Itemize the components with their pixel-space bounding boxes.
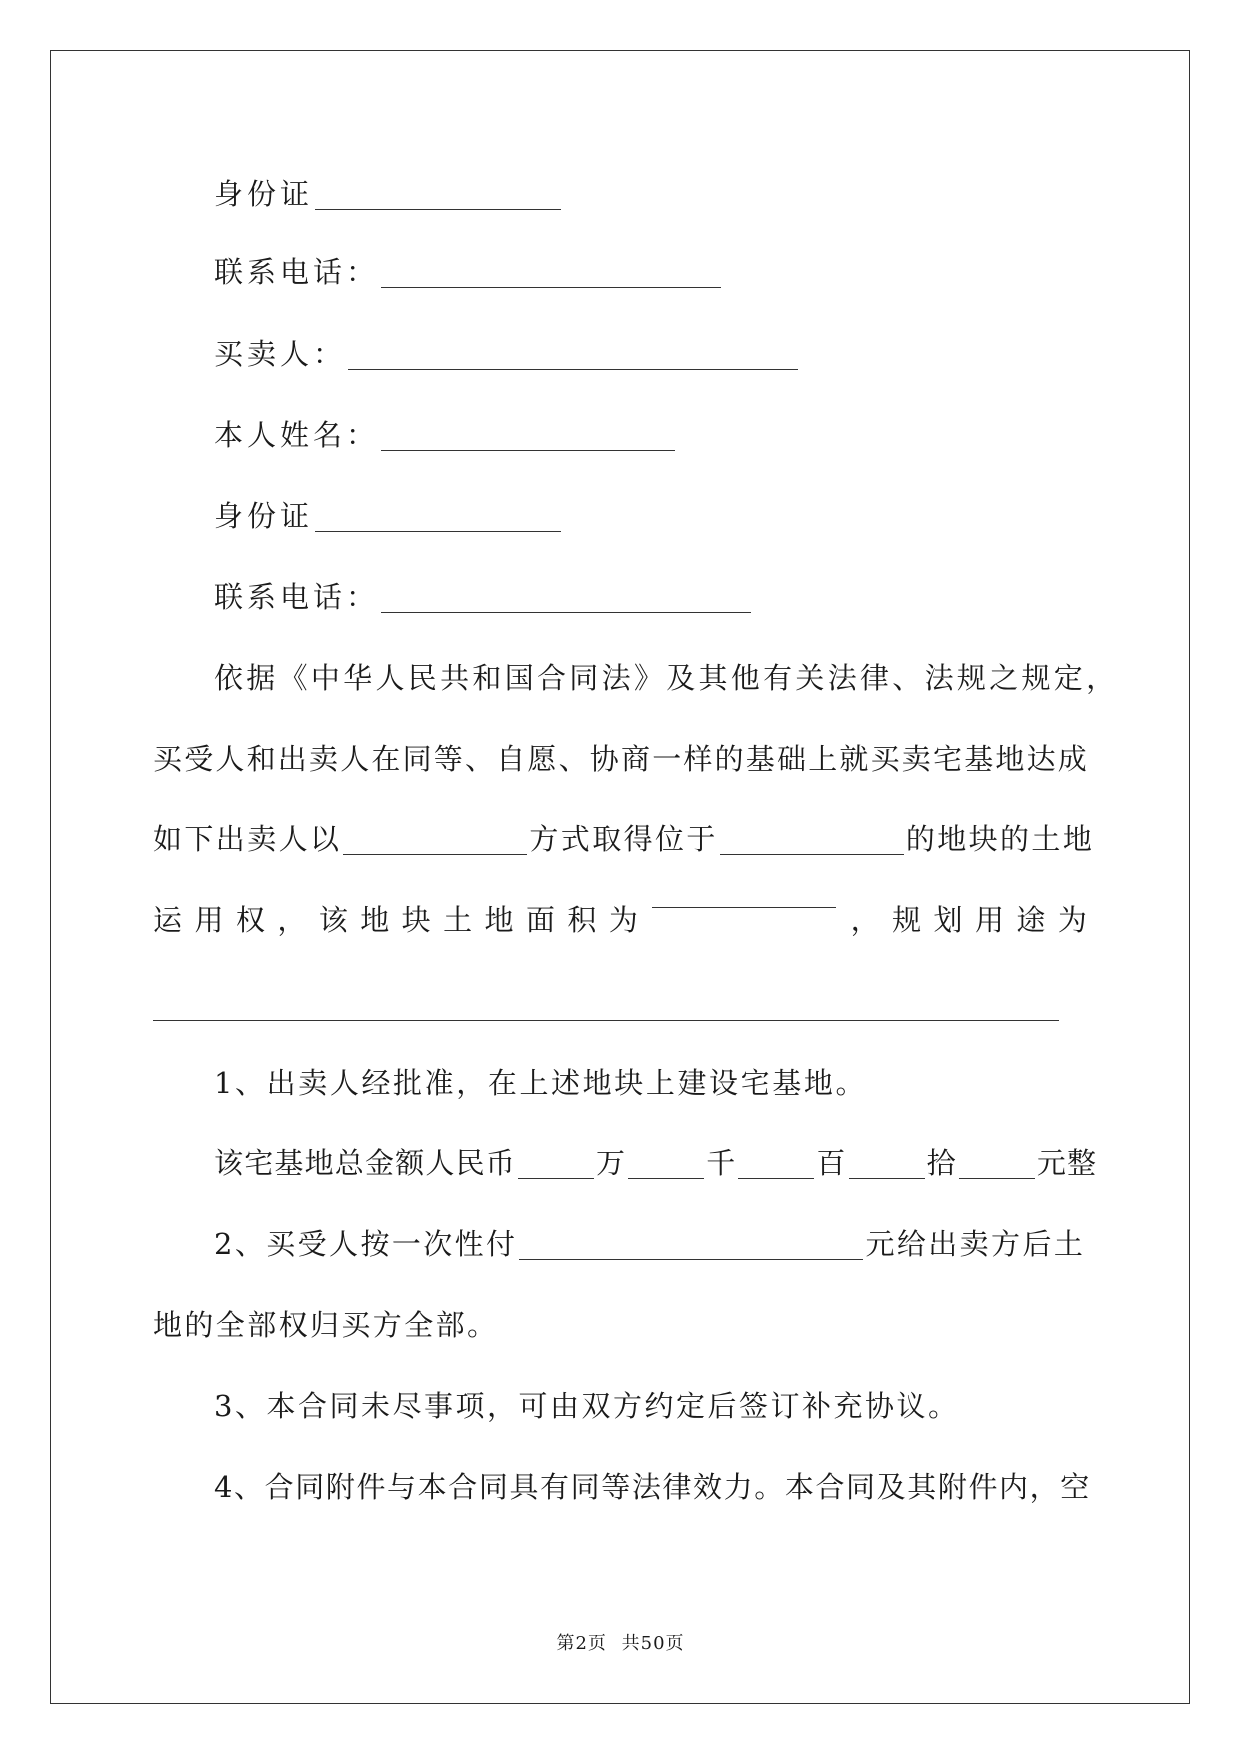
page-number: 第2页 [556,1633,607,1654]
text-run: 的地块的土地 [905,822,1095,856]
amount-blank[interactable] [518,1177,594,1179]
char: 为 [1057,903,1087,937]
text-run: 如下出卖人以 [153,822,342,856]
method-blank[interactable] [343,853,527,855]
buyer-label: 买卖人： [214,337,347,371]
char: 划 [933,903,963,937]
id-label: 身份证 [214,499,314,533]
phone-line-2 [214,580,753,614]
phone-blank[interactable] [381,286,721,288]
text-run: 拾 [926,1146,957,1180]
buyer-blank[interactable] [348,368,798,370]
text-run: 万 [596,1146,627,1180]
char: ， [277,903,307,937]
char: ， [850,903,880,937]
char: 权 [235,903,265,937]
item-1: 1、出卖人经批准，在上述地块上建设宅基地。 [214,1066,868,1100]
char: 土 [443,903,473,937]
text-run: 2、买受人按一次性付 [214,1227,518,1261]
char: 积 [567,903,597,937]
page-total: 共50页 [621,1633,685,1654]
text-run: 百 [816,1146,847,1180]
text-run: 该宅基地总金额人民币 [214,1146,517,1180]
item-4: 4、合同附件与本合同具有同等法律效力。本合同及其附件内，空 [214,1470,1091,1504]
area-blank[interactable] [652,906,836,908]
text-run: 方式取得位于 [529,822,718,856]
page-border [50,50,1190,1704]
char: 该 [318,903,348,937]
char: 地 [360,903,390,937]
payment-blank[interactable] [519,1258,863,1260]
char: 途 [1016,903,1046,937]
char: 规 [892,903,922,937]
usage-blank[interactable] [153,1020,1059,1021]
amount-blank[interactable] [959,1177,1035,1179]
item-2 [214,1227,1086,1261]
phone-label: 联系电话： [214,255,380,289]
amount-line [214,1146,1098,1180]
id-line-1 [214,177,563,211]
id-label: 身份证 [214,177,314,211]
location-blank[interactable] [720,853,904,855]
paragraph-line [153,822,1095,856]
char: 面 [525,903,555,937]
id-blank[interactable] [315,208,561,210]
paragraph-line: 依据《中华人民共和国合同法》及其他有关法律、法规之规定， [214,661,1119,695]
phone-blank[interactable] [381,611,751,613]
char: 用 [974,903,1004,937]
amount-blank[interactable] [849,1177,925,1179]
item-3: 3、本合同未尽事项，可由双方约定后签订补充协议。 [214,1389,960,1423]
page-footer [0,1629,1241,1655]
id-line-2 [214,499,563,533]
name-line [214,418,677,452]
phone-line-1 [214,255,723,289]
amount-blank[interactable] [628,1177,704,1179]
char: 地 [484,903,514,937]
char: 块 [401,903,431,937]
text-run: 元给出卖方后土 [865,1227,1086,1261]
name-blank[interactable] [381,449,675,451]
phone-label: 联系电话： [214,580,380,614]
char: 用 [194,903,224,937]
text-run: 千 [706,1146,737,1180]
paragraph-line-justified [153,903,1087,937]
paragraph-line: 买受人和出卖人在同等、自愿、协商一样的基础上就买卖宅基地达成 [153,742,1090,776]
name-label: 本人姓名： [214,418,380,452]
buyer-line [214,337,800,371]
char: 为 [608,903,638,937]
amount-blank[interactable] [738,1177,814,1179]
text-run: 元整 [1036,1146,1098,1180]
item-2-cont: 地的全部权归买方全部。 [153,1308,499,1342]
id-blank[interactable] [315,530,561,532]
char: 运 [153,903,183,937]
